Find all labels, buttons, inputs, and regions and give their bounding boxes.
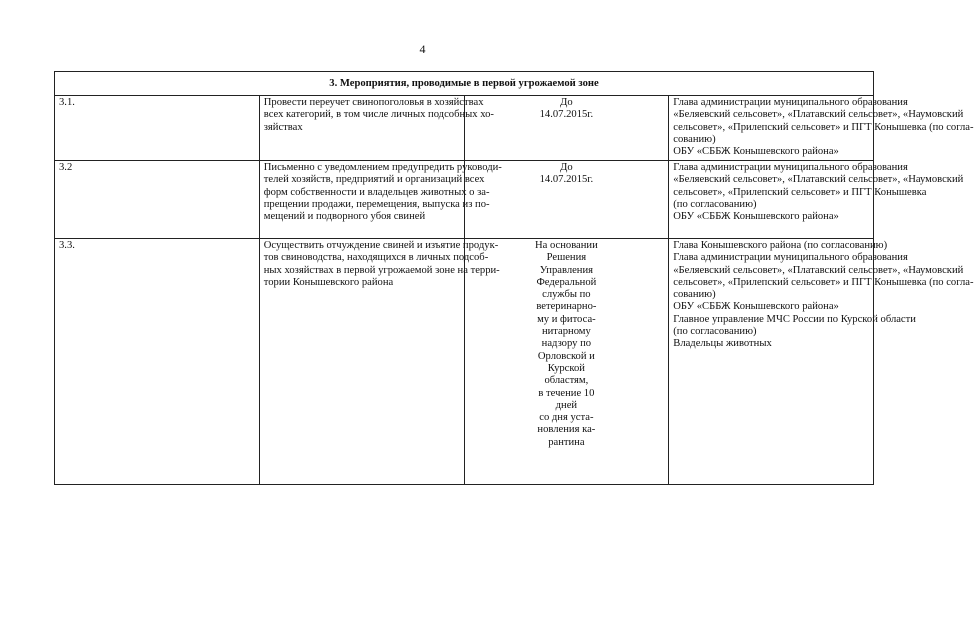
section-header-row (55, 72, 874, 96)
deadline-line: областям, (544, 375, 589, 387)
deadline-line: Орловской и (537, 350, 595, 362)
section-title: 3. Мероприятия, проводимые в первой угрожаемой зоне (55, 72, 874, 96)
task-line: Письменно с уведомлением предупредить руководи- (263, 162, 502, 173)
responsible-line: Глава администрации муниципального образования (673, 162, 908, 173)
deadline-line: рантина (548, 436, 585, 448)
responsible-line: «Беляевский сельсовет», «Платавский сельсовет», «Наумовский (673, 264, 964, 276)
task-line: тории Конышевского района (263, 276, 394, 288)
deadline-line: нитарному (541, 326, 591, 338)
responsible-cell (669, 161, 964, 239)
deadline-line: Управления (539, 264, 594, 276)
responsible-line: Владельцы животных (673, 338, 772, 350)
task-line: форм собственности и владельцев животных о за- (263, 186, 490, 198)
table-row (55, 161, 874, 239)
page-number: 4 (419, 42, 426, 56)
responsible-line: сельсовет», «Прилепский сельсовет» и ПГТ Конышевка (по согла- (673, 276, 974, 288)
task-line: зяйствах (263, 121, 303, 133)
deadline-line: в течение 10 (538, 387, 595, 399)
task-line: телей хозяйств, предприятий и организаций всех (263, 174, 485, 186)
responsible-line: сованию) (673, 289, 716, 301)
deadline-line: надзору по (541, 338, 592, 350)
responsible-line: (по согласованию) (673, 198, 757, 210)
deadline-line: До (560, 162, 573, 173)
responsible-line: ОБУ «СББЖ Конышевского района» (673, 211, 839, 223)
responsible-line: сельсовет», «Прилепский сельсовет» и ПГТ Конышевка (по согла- (673, 121, 974, 133)
task-line: ных хозяйствах в первой угрожаемой зоне на терри- (263, 264, 500, 276)
table-row (55, 96, 874, 161)
table-row (55, 239, 874, 485)
task-line: всех категорий, в том числе личных подсобных хо- (263, 109, 494, 121)
responsible-line: сованию) (673, 133, 716, 145)
deadline-line: Решения (546, 252, 587, 264)
responsible-line: «Беляевский сельсовет», «Платавский сельсовет», «Наумовский (673, 174, 964, 186)
responsible-line: «Беляевский сельсовет», «Платавский сельсовет», «Наумовский (673, 109, 964, 121)
deadline-line: му и фитоса- (537, 313, 596, 325)
deadline-line: 14.07.2015г. (539, 174, 594, 186)
responsible-line: (по согласованию) (673, 326, 757, 338)
responsible-line: Глава администрации муниципального образования (673, 97, 908, 108)
deadline-line: дней (555, 399, 578, 411)
responsible-line: Главное управление МЧС России по Курской области (673, 313, 916, 325)
item-number: 3.3. (55, 239, 260, 485)
measures-table (54, 71, 974, 485)
deadline-line: ветеринарно- (536, 301, 597, 313)
task-line: мещений и подворного убоя свиней (263, 211, 426, 223)
task-line: Осуществить отчуждение свиней и изъятие продук- (263, 240, 499, 251)
item-number: 3.1. (55, 96, 260, 161)
deadline-line: 14.07.2015г. (539, 109, 594, 121)
responsible-cell (669, 239, 974, 485)
deadline-line: Федеральной (536, 276, 597, 288)
responsible-line: Глава администрации муниципального образования (673, 252, 908, 264)
deadline-line: со дня уста- (539, 412, 594, 424)
deadline-line: На основании (534, 240, 598, 251)
deadline-cell (464, 96, 669, 161)
responsible-line: ОБУ «СББЖ Конышевского района» (673, 301, 839, 313)
item-number: 3.2 (55, 161, 260, 239)
deadline-line: Курской (547, 362, 585, 374)
responsible-cell (669, 96, 974, 161)
deadline-line: До (560, 97, 573, 108)
deadline-line: службы по (542, 289, 591, 301)
task-cell (259, 239, 500, 485)
responsible-line: сельсовет», «Прилепский сельсовет» и ПГТ Конышевка (673, 186, 927, 198)
task-line: Провести переучет свинопоголовья в хозяйствах (263, 97, 484, 108)
responsible-line: ОБУ «СББЖ Конышевского района» (673, 146, 839, 158)
task-line: тов свиноводства, находящихся в личных подсоб- (263, 252, 489, 264)
task-cell (259, 96, 494, 161)
deadline-line: новления ка- (537, 424, 596, 436)
task-cell (259, 161, 502, 239)
responsible-line: Глава Конышевского района (по согласованию) (673, 240, 888, 251)
task-line: прещении продажи, перемещения, выпуска из по- (263, 198, 490, 210)
